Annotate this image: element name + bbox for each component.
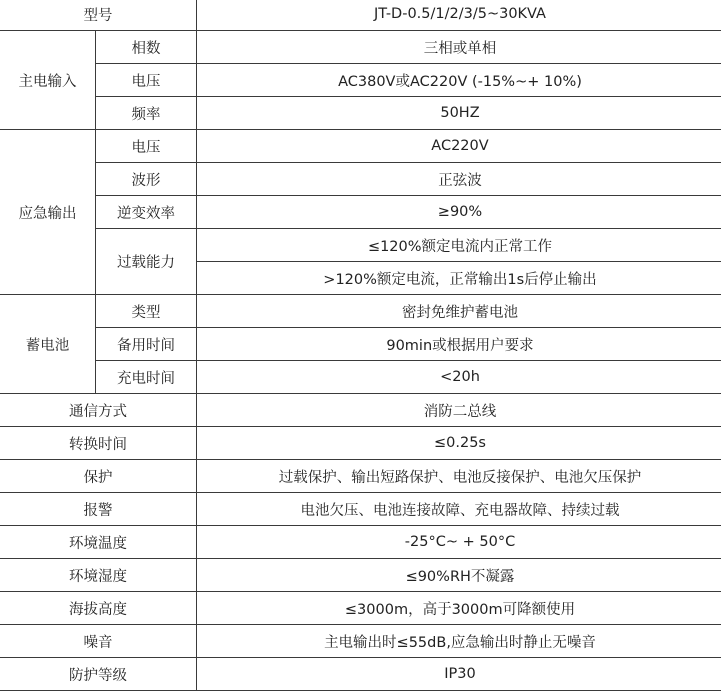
table-row	[0, 394, 721, 427]
row-value-ip-rating: IP30	[197, 658, 721, 691]
row-value-output-voltage: AC220V	[197, 130, 721, 163]
row-value-overload-2: >120%额定电流，正常输出1s后停止输出	[197, 262, 721, 295]
table-row	[0, 427, 721, 460]
row-label-communication: 通信方式	[0, 394, 197, 427]
row-value-frequency: 50HZ	[197, 97, 721, 130]
table-row	[0, 196, 721, 229]
row-label-phase: 相数	[96, 31, 197, 64]
table-row	[0, 460, 721, 493]
row-value-alarm: 电池欠压、电池连接故障、充电器故障、持续过载	[197, 493, 721, 526]
row-value-altitude: ≤3000m，高于3000m可降额使用	[197, 592, 721, 625]
row-label-alarm: 报警	[0, 493, 197, 526]
row-value-communication: 消防二总线	[197, 394, 721, 427]
row-label-protection: 保护	[0, 460, 197, 493]
row-value-phase: 三相或单相	[197, 31, 721, 64]
row-label-output-voltage: 电压	[96, 130, 197, 163]
row-label-ip-rating: 防护等级	[0, 658, 197, 691]
row-value-waveform: 正弦波	[197, 163, 721, 196]
row-value-noise: 主电输出时≤55dB,应急输出时静止无噪音	[197, 625, 721, 658]
row-label-overload: 过载能力	[96, 229, 197, 295]
row-label-model: 型号	[0, 0, 197, 31]
table-row	[0, 559, 721, 592]
table-row	[0, 163, 721, 196]
row-value-temperature: -25°C~ + 50°C	[197, 526, 721, 559]
table-row	[0, 229, 721, 262]
row-label-backup-time: 备用时间	[96, 328, 197, 361]
table-row	[0, 0, 721, 31]
group-label-emergency-output: 应急输出	[0, 130, 96, 295]
table-row	[0, 526, 721, 559]
row-label-temperature: 环境温度	[0, 526, 197, 559]
row-label-noise: 噪音	[0, 625, 197, 658]
table-row	[0, 64, 721, 97]
row-label-humidity: 环境湿度	[0, 559, 197, 592]
row-value-model: JT-D-0.5/1/2/3/5~30KVA	[197, 0, 721, 31]
table-row	[0, 493, 721, 526]
row-label-switch-time: 转换时间	[0, 427, 197, 460]
row-value-switch-time: ≤0.25s	[197, 427, 721, 460]
row-value-input-voltage: AC380V或AC220V (-15%~+ 10%)	[197, 64, 721, 97]
row-value-overload-1: ≤120%额定电流内正常工作	[197, 229, 721, 262]
row-value-charge-time: <20h	[197, 361, 721, 394]
row-label-frequency: 频率	[96, 97, 197, 130]
table-row	[0, 361, 721, 394]
row-value-efficiency: ≥90%	[197, 196, 721, 229]
table-row	[0, 97, 721, 130]
table-row	[0, 592, 721, 625]
table-row	[0, 625, 721, 658]
row-value-humidity: ≤90%RH不凝露	[197, 559, 721, 592]
row-label-efficiency: 逆变效率	[96, 196, 197, 229]
table-row	[0, 31, 721, 64]
group-label-main-input: 主电输入	[0, 31, 96, 130]
group-label-battery: 蓄电池	[0, 295, 96, 394]
row-label-input-voltage: 电压	[96, 64, 197, 97]
table-row	[0, 295, 721, 328]
row-label-altitude: 海拔高度	[0, 592, 197, 625]
table-row	[0, 328, 721, 361]
row-value-backup-time: 90min或根据用户要求	[197, 328, 721, 361]
row-label-battery-type: 类型	[96, 295, 197, 328]
row-label-charge-time: 充电时间	[96, 361, 197, 394]
row-label-waveform: 波形	[96, 163, 197, 196]
row-value-battery-type: 密封免维护蓄电池	[197, 295, 721, 328]
row-value-protection: 过载保护、输出短路保护、电池反接保护、电池欠压保护	[197, 460, 721, 493]
table-row	[0, 130, 721, 163]
